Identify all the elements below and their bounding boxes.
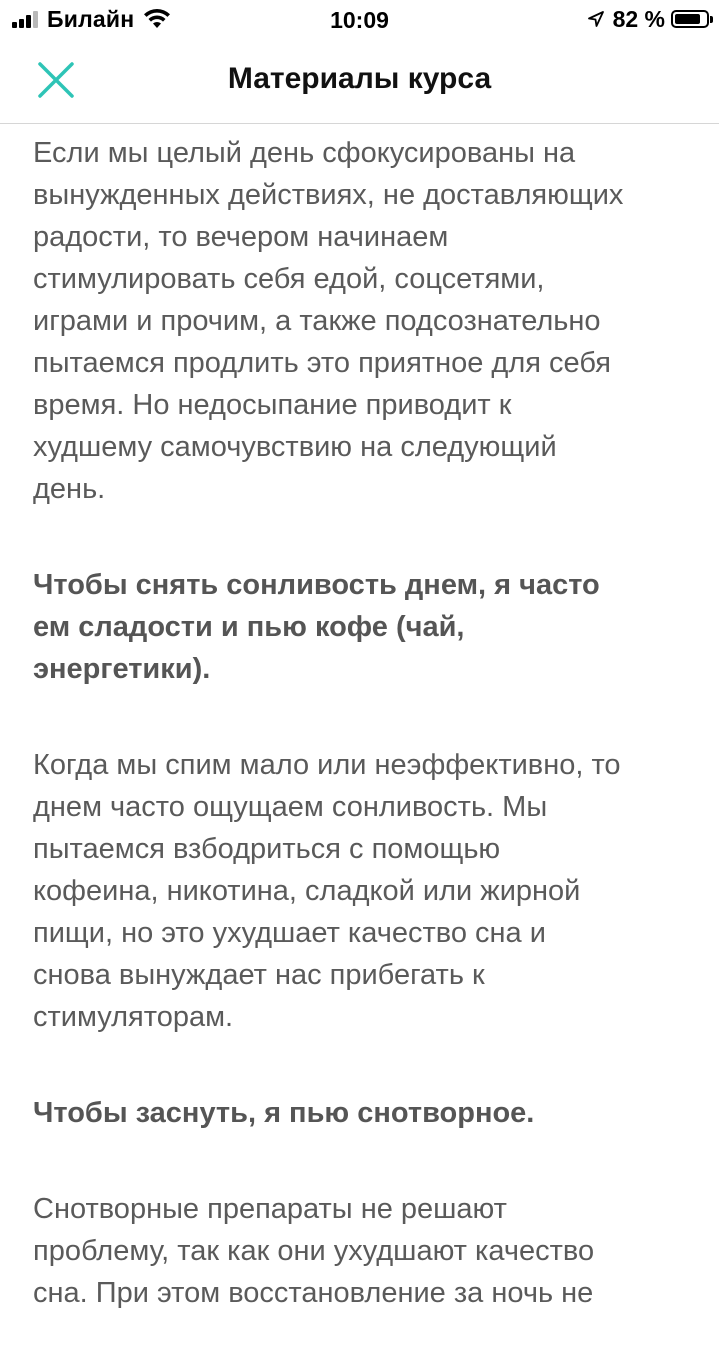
text-line: сна. При этом восстановление за ночь не bbox=[33, 1277, 594, 1309]
text-line: Когда мы спим мало или неэффективно, то bbox=[33, 749, 621, 781]
section-heading bbox=[33, 564, 693, 690]
status-bar bbox=[0, 0, 719, 40]
text-line: пытаемся взбодриться с помощью bbox=[33, 833, 501, 865]
paragraph bbox=[33, 744, 693, 1038]
text-line: играми и прочим, а также подсознательно bbox=[33, 305, 601, 337]
text-line: Снотворные препараты не решают bbox=[33, 1193, 507, 1225]
text-line: энергетики). bbox=[33, 653, 211, 685]
page-title: Материалы курса bbox=[227, 62, 492, 95]
status-time: 10:09 bbox=[330, 7, 389, 33]
battery-icon bbox=[671, 10, 709, 28]
text-line: проблему, так как они ухудшают качество bbox=[33, 1235, 595, 1267]
text-line: время. Но недосыпание приводит к bbox=[33, 389, 512, 421]
text-line: Чтобы снять сонливость днем, я часто bbox=[33, 569, 600, 601]
text-line: снова вынуждает нас прибегать к bbox=[33, 959, 485, 991]
text-line: стимулировать себя едой, соцсетями, bbox=[33, 263, 545, 295]
battery-fill bbox=[675, 14, 700, 24]
text-line: днем часто ощущаем сонливость. Мы bbox=[33, 791, 548, 823]
text-line: кофеина, никотина, сладкой или жирной bbox=[33, 875, 581, 907]
text-line: ем сладости и пью кофе (чай, bbox=[33, 611, 465, 643]
text-line: стимуляторам. bbox=[33, 1001, 234, 1033]
battery-nub bbox=[710, 16, 713, 23]
section-heading bbox=[33, 1092, 693, 1134]
text-line: день. bbox=[33, 473, 106, 505]
course-material-content[interactable] bbox=[0, 124, 719, 1309]
paragraph bbox=[33, 132, 693, 510]
text-line: радости, то вечером начинаем bbox=[33, 221, 449, 253]
status-right bbox=[587, 6, 709, 32]
paragraph bbox=[33, 1188, 693, 1314]
battery-percent: 82 % bbox=[612, 5, 665, 32]
nav-bar bbox=[0, 40, 719, 124]
text-line: пытаемся продлить это приятное для себя bbox=[33, 347, 612, 379]
text-line: пищи, но это ухудшает качество сна и bbox=[33, 917, 546, 949]
text-line: Чтобы заснуть, я пью снотворное. bbox=[33, 1097, 535, 1129]
article-body bbox=[33, 132, 693, 1368]
carrier-name: Билайн bbox=[47, 5, 135, 32]
text-line: Если мы целый день сфокусированы на bbox=[33, 137, 576, 169]
text-line: худшему самочувствию на следующий bbox=[33, 431, 557, 463]
text-line: вынужденных действиях, не доставляющих bbox=[33, 179, 624, 211]
location-arrow-icon bbox=[587, 10, 605, 28]
